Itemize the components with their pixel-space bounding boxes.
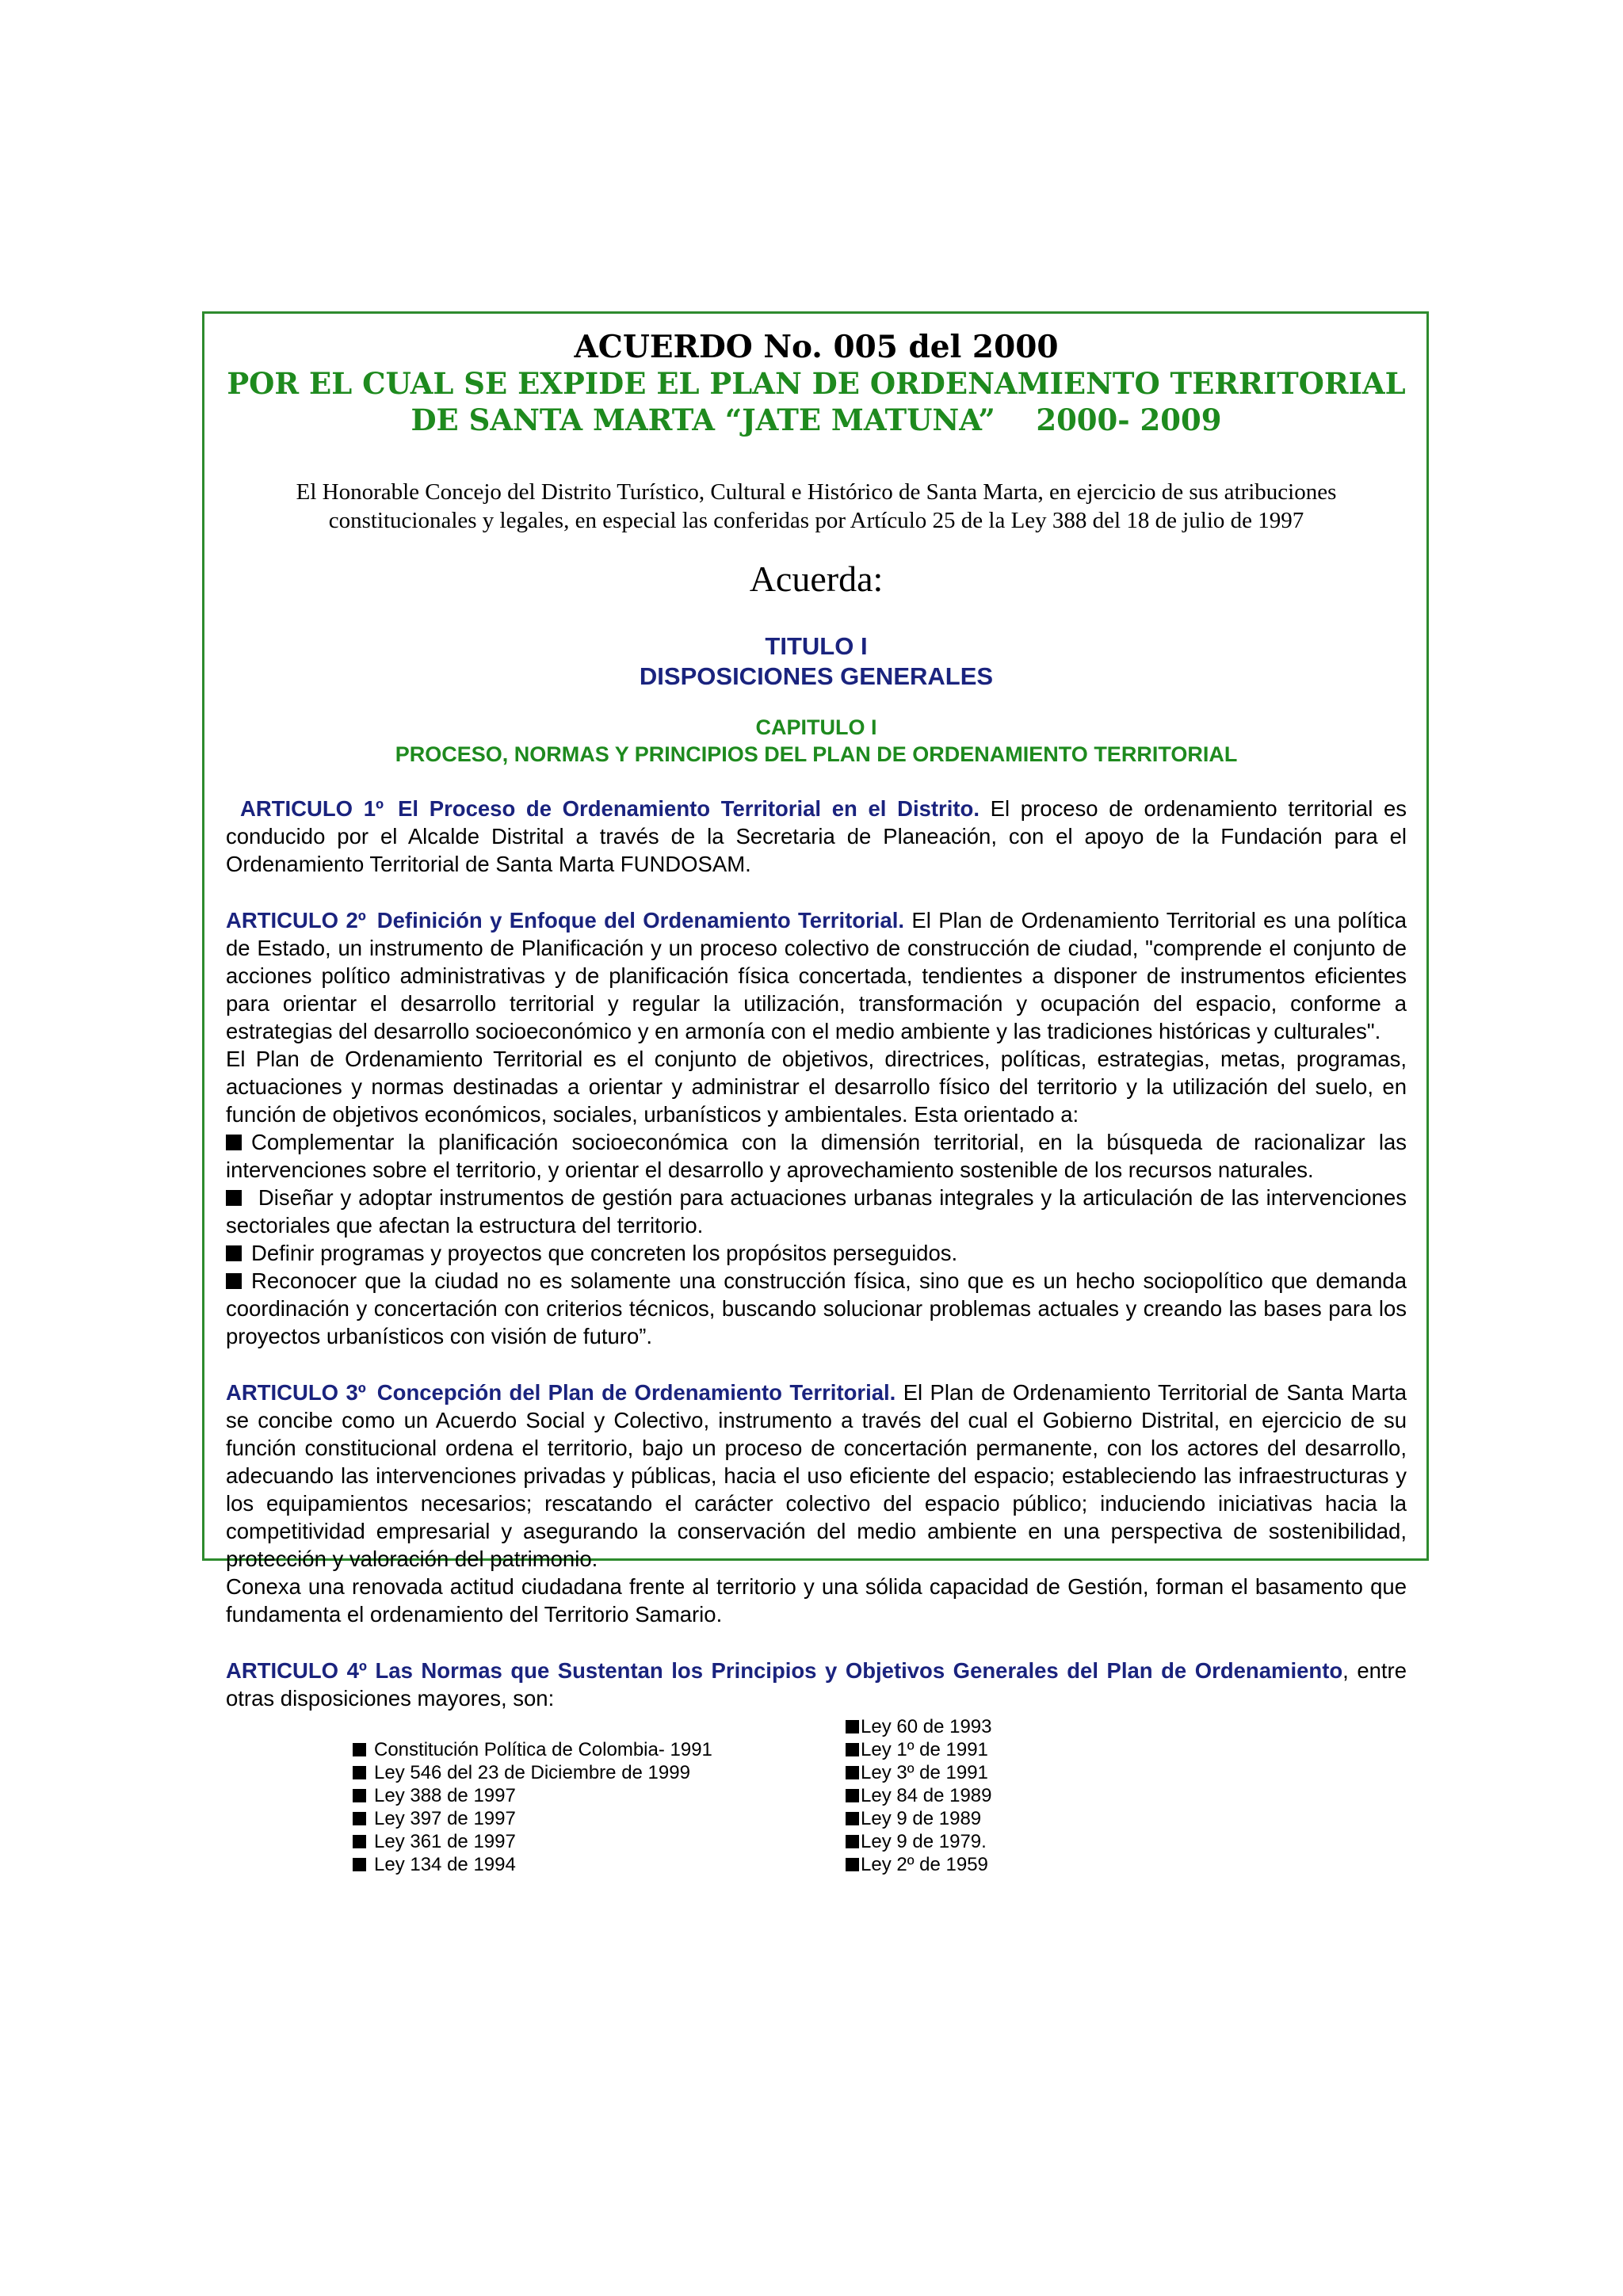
- article-3-label: ARTICULO 3º: [226, 1380, 366, 1405]
- article-3-paragraph-2: Conexa una renovada actitud ciudadana frente al territorio y una sólida capacidad de Gestión, forman el basamento que fundamenta el ordenamiento del Territorio Samario.: [226, 1574, 1407, 1627]
- square-bullet-icon: [353, 1743, 366, 1756]
- square-bullet-icon: [226, 1245, 242, 1261]
- list-item: Ley 361 de 1997: [353, 1830, 712, 1853]
- square-bullet-icon: [846, 1766, 859, 1779]
- list-item: Ley 84 de 1989: [846, 1784, 991, 1807]
- square-bullet-icon: [846, 1789, 859, 1802]
- square-bullet-icon: [353, 1789, 366, 1802]
- article-2-bullet-2: Diseñar y adoptar instrumentos de gestión para actuaciones urbanas integrales y la articulación de las intervenciones sectoriales que afectan la estructura del territorio.: [226, 1185, 1407, 1238]
- title-line-2: DE SANTA MARTA “JATE MATUNA” 2000- 2009: [411, 402, 1222, 437]
- list-item: Ley 388 de 1997: [353, 1784, 712, 1807]
- article-4-label: ARTICULO 4º: [226, 1658, 367, 1683]
- list-item: Ley 1º de 1991: [846, 1738, 991, 1761]
- list-item: Constitución Política de Colombia- 1991: [353, 1738, 712, 1761]
- square-bullet-icon: [226, 1135, 242, 1150]
- list-item: Ley 9 de 1979.: [846, 1830, 991, 1853]
- laws-list: [226, 1715, 1407, 1890]
- capitulo-number: CAPITULO I: [755, 715, 877, 739]
- article-2: [226, 906, 1407, 1350]
- title-line-1: POR EL CUAL SE EXPIDE EL PLAN DE ORDENAMIENTO TERRITORIAL: [227, 366, 1406, 401]
- laws-list-right: [846, 1715, 991, 1876]
- square-bullet-icon: [846, 1835, 859, 1848]
- list-item: Ley 9 de 1989: [846, 1807, 991, 1830]
- article-1-label: ARTICULO 1º: [240, 796, 384, 821]
- square-bullet-icon: [353, 1835, 366, 1848]
- preamble: El Honorable Concejo del Distrito Turístico, Cultural e Histórico de Santa Marta, en ejercicio de sus atribuciones constitucionales y legales, en especial las conferidas por Artículo 25 de la Ley 388 del 18 de julio de 1997: [296, 479, 1337, 533]
- titulo-block: [226, 631, 1407, 692]
- article-2-title: Definición y Enfoque del Ordenamiento Territorial.: [376, 908, 904, 933]
- article-2-label: ARTICULO 2º: [226, 908, 366, 933]
- laws-list-left: [353, 1738, 712, 1876]
- square-bullet-icon: [353, 1858, 366, 1871]
- list-item: Ley 397 de 1997: [353, 1807, 712, 1830]
- article-1-title: El Proceso de Ordenamiento Territorial en el Distrito.: [398, 796, 980, 821]
- list-item: Ley 3º de 1991: [846, 1761, 991, 1784]
- square-bullet-icon: [846, 1812, 859, 1825]
- document-content: [226, 329, 1407, 1890]
- list-item: Ley 60 de 1993: [846, 1715, 991, 1738]
- square-bullet-icon: [353, 1812, 366, 1825]
- article-2-text: El Plan de Ordenamiento Territorial es una política de Estado, un instrumento de Planificación y un proceso colectivo de construcción de ciudad, "comprende el conjunto de acciones político administrativas y de planificación física concertada, tendientes a disponer de instrumentos eficientes para orientar el desarrollo territorial y regular la utilización, transformación y ocupación del espacio, conforme a estrategias del desarrollo socioeconómico y en armonía con el medio ambiente y las tradiciones históricas y culturales".: [226, 908, 1407, 1043]
- article-4: [226, 1657, 1407, 1890]
- titulo-number: TITULO I: [765, 632, 868, 660]
- article-4-text: , entre otras disposiciones mayores, son:: [226, 1658, 1407, 1711]
- article-1-text: El proceso de ordenamiento territorial es conducido por el Alcalde Distrital a través de la Secretaria de Planeación, con el apoyo de la Fundación para el Ordenamiento Territorial de Santa Marta FUNDOSAM.: [226, 796, 1407, 876]
- article-2-bullet-4: Reconocer que la ciudad no es solamente una construcción física, sino que es un hecho sociopolítico que demanda coordinación y concertación con criterios técnicos, buscando solucionar problemas actuales y creando las bases para los proyectos urbanísticos con visión de futuro”.: [226, 1268, 1407, 1348]
- capitulo-block: [226, 714, 1407, 768]
- article-3-title: Concepción del Plan de Ordenamiento Territorial.: [376, 1380, 896, 1405]
- article-2-paragraph-2: El Plan de Ordenamiento Territorial es el conjunto de objetivos, directrices, políticas, estrategias, metas, programas, actuaciones y normas destinadas a orientar y administrar el desarrollo físico del territorio y la utilización del suelo, en función de objetivos económicos, sociales, urbanísticos y ambientales. Esta orientado a:: [226, 1047, 1407, 1127]
- square-bullet-icon: [846, 1720, 859, 1733]
- square-bullet-icon: [226, 1273, 242, 1289]
- capitulo-name: PROCESO, NORMAS Y PRINCIPIOS DEL PLAN DE ORDENAMIENTO TERRITORIAL: [395, 742, 1238, 766]
- square-bullet-icon: [353, 1766, 366, 1779]
- article-4-title: Las Normas que Sustentan los Principios y Objetivos Generales del Plan de Ordenamiento: [375, 1658, 1343, 1683]
- square-bullet-icon: [846, 1743, 859, 1756]
- acuerdo-number: ACUERDO No. 005 del 2000: [574, 329, 1059, 365]
- document-header: [226, 329, 1407, 438]
- list-item: Ley 2º de 1959: [846, 1853, 991, 1876]
- square-bullet-icon: [226, 1190, 242, 1206]
- list-item: Ley 546 del 23 de Diciembre de 1999: [353, 1761, 712, 1784]
- list-item: Ley 134 de 1994: [353, 1853, 712, 1876]
- article-1: [226, 795, 1407, 878]
- article-3: [226, 1379, 1407, 1628]
- article-2-bullet-1: Complementar la planificación socioeconómica con la dimensión territorial, en la búsqueda de racionalizar las intervenciones sobre el territorio, y orientar el desarrollo y aprovechamiento sostenible de los recursos naturales.: [226, 1130, 1407, 1182]
- article-3-text: El Plan de Ordenamiento Territorial de Santa Marta se concibe como un Acuerdo Social y Colectivo, instrumento a través del cual el Gobierno Distrital, en ejercicio de su función constitucional ordena el territorio, bajo un proceso de concertación permanente, con los actores del desarrollo, adecuando las intervenciones privadas y públicas, hacia el uso eficiente del espacio; estableciendo las infraestructuras y los equipamientos necesarios; rescatando el carácter colectivo del espacio público; induciendo iniciativas hacia la competitividad empresarial y asegurando la conservación del medio ambiente en una perspectiva de sostenibilidad, protección y valoración del patrimonio.: [226, 1380, 1407, 1571]
- acuerda-heading: Acuerda:: [749, 559, 884, 599]
- titulo-name: DISPOSICIONES GENERALES: [639, 662, 994, 690]
- article-2-bullet-3: Definir programas y proyectos que concreten los propósitos perseguidos.: [226, 1239, 1407, 1267]
- square-bullet-icon: [846, 1858, 859, 1871]
